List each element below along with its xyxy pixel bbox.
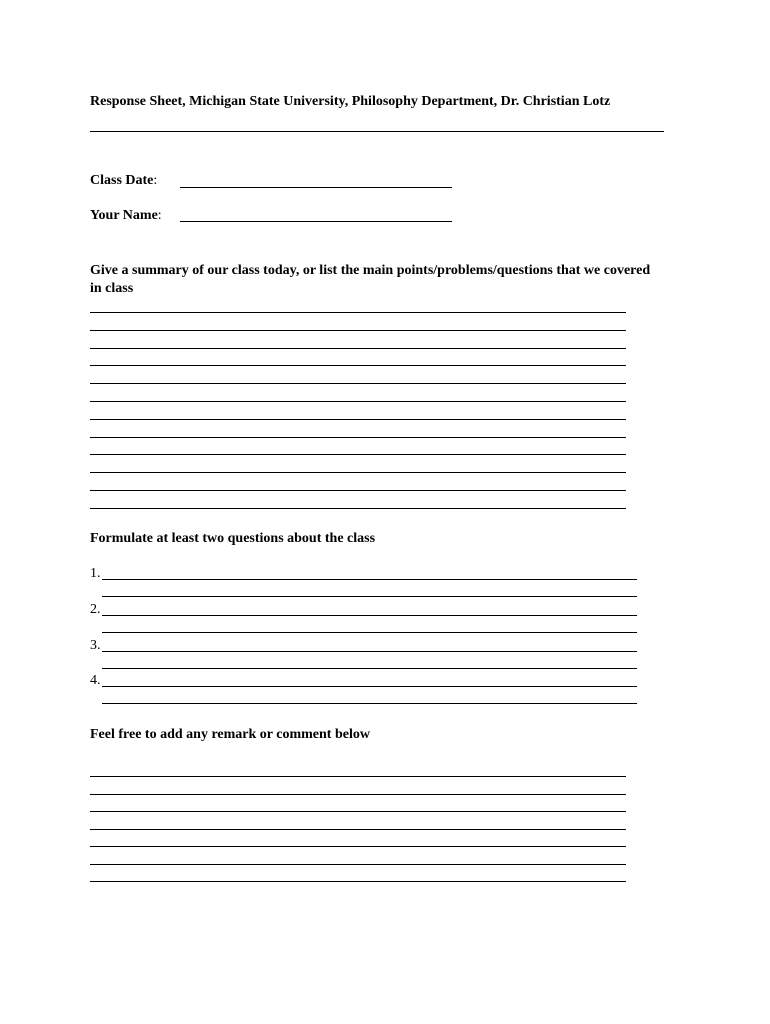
remark-line[interactable]	[90, 864, 626, 865]
summary-line[interactable]	[90, 490, 626, 491]
questions-heading: Formulate at least two questions about the class	[90, 531, 376, 546]
summary-line[interactable]	[90, 330, 626, 331]
summary-line[interactable]	[90, 437, 626, 438]
summary-line[interactable]	[90, 348, 626, 349]
question-number: 4.	[90, 673, 101, 689]
class-date-label: Class Date	[90, 173, 154, 188]
your-name-field[interactable]	[180, 221, 452, 222]
question-line[interactable]	[102, 615, 637, 616]
class-date-colon: :	[153, 173, 158, 188]
question-line-continued[interactable]	[102, 703, 637, 704]
document-title: Response Sheet, Michigan State University, Philosophy Department, Dr. Christian Lotz	[90, 94, 611, 109]
remarks-heading: Feel free to add any remark or comment below	[90, 727, 370, 742]
remark-line[interactable]	[90, 881, 626, 882]
question-line-continued[interactable]	[102, 596, 637, 597]
question-number: 3.	[90, 637, 101, 653]
title-underline	[90, 131, 664, 132]
summary-line[interactable]	[90, 401, 626, 402]
summary-line[interactable]	[90, 508, 626, 509]
remark-line[interactable]	[90, 829, 626, 830]
remark-line[interactable]	[90, 846, 626, 847]
class-date-field[interactable]	[180, 187, 452, 188]
summary-line[interactable]	[90, 383, 626, 384]
your-name-label: Your Name	[90, 208, 158, 223]
summary-line[interactable]	[90, 472, 626, 473]
question-line[interactable]	[102, 686, 637, 687]
summary-line[interactable]	[90, 365, 626, 366]
summary-line[interactable]	[90, 419, 626, 420]
question-number: 2.	[90, 601, 101, 617]
remark-line[interactable]	[90, 811, 626, 812]
question-line-continued[interactable]	[102, 668, 637, 669]
remark-line[interactable]	[90, 794, 626, 795]
question-line[interactable]	[102, 651, 637, 652]
question-line-continued[interactable]	[102, 632, 637, 633]
summary-line[interactable]	[90, 312, 626, 313]
remark-line[interactable]	[90, 776, 626, 777]
summary-heading: Give a summary of our class today, or list the main points/problems/questions that we covered in class	[90, 263, 651, 296]
your-name-label-group	[90, 208, 162, 224]
question-number: 1.	[90, 566, 101, 581]
class-date-label-group	[90, 173, 157, 189]
your-name-colon: :	[157, 208, 162, 223]
question-line[interactable]	[102, 579, 637, 580]
summary-line[interactable]	[90, 454, 626, 455]
